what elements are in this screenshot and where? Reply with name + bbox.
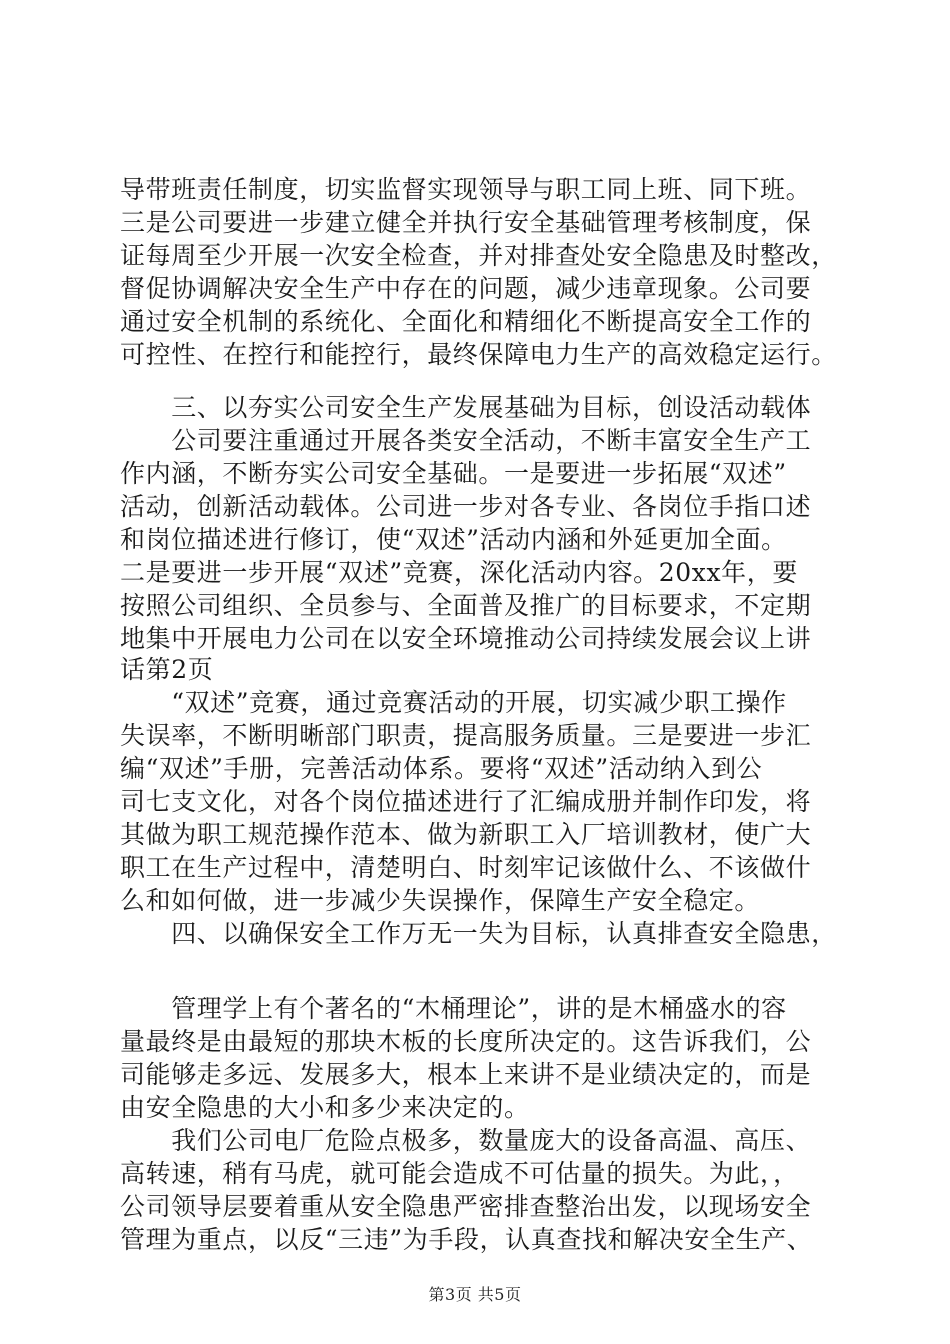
text-line: 督促协调解决安全生产中存在的问题，减少违章现象。公司要 [120,274,812,303]
text-line: 高转速，稍有马虎，就可能会造成不可估量的损失。为此，， [120,1159,799,1188]
text-line: 话第2页 [120,655,214,684]
text-line: 由安全隐患的大小和多少来决定的。 [120,1093,530,1122]
text-line: 三是公司要进一步建立健全并执行安全基础管理考核制度，保 [120,208,812,237]
text-line: 失误率，不断明晰部门职责，提高服务质量。三是要进一步汇 [120,721,812,750]
text-line: 作内涵，不断夯实公司安全基础。一是要进一步拓展“双述” [120,459,787,488]
text-line: 量最终是由最短的那块木板的长度所决定的。这告诉我们，公 [120,1027,812,1056]
text-line: 么和如何做，进一步减少失误操作，保障生产安全稳定。 [120,886,761,915]
text-line: 二是要进一步开展“双述”竞赛，深化活动内容。20xx年，要 [120,558,798,587]
text-line: 司能够走多远、发展多大，根本上来讲不是业绩决定的，而是 [120,1060,812,1089]
text-line: 证每周至少开展一次安全检查，并对排查处安全隐患及时整改， [120,241,837,270]
text-line: 和岗位描述进行修订，使“双述”活动内涵和外延更加全面。 [120,525,787,554]
text-line: 我们公司电厂危险点极多，数量庞大的设备高温、高压、 [120,1126,812,1155]
text-line: 管理学上有个著名的“木桶理论”，讲的是木桶盛水的容 [120,994,787,1023]
text-line: 通过安全机制的系统化、全面化和精细化不断提高安全工作的 [120,307,812,336]
text-line: 编“双述”手册，完善活动体系。要将“双述”活动纳入到公 [120,754,763,783]
text-line: 职工在生产过程中，清楚明白、时刻牢记该做什么、不该做什 [120,853,812,882]
text-line: 活动，创新活动载体。公司进一步对各专业、各岗位手指口述 [120,492,812,521]
text-line: 可控性、在控行和能控行，最终保障电力生产的高效稳定运行。 [120,340,837,369]
section-heading: 三、以夯实公司安全生产发展基础为目标，创设活动载体 [120,393,812,422]
text-line: 按照公司组织、全员参与、全面普及推广的目标要求，不定期 [120,591,812,620]
page-number: 第3页 共5页 [428,1285,522,1304]
text-line: 地集中开展电力公司在以安全环境推动公司持续发展会议上讲 [120,624,812,653]
text-line: 其做为职工规范操作范本、做为新职工入厂培训教材，使广大 [120,820,812,849]
text-line: “双述”竞赛，通过竞赛活动的开展，切实减少职工操作 [120,688,787,717]
text-line: 公司要注重通过开展各类安全活动，不断丰富安全生产工 [120,426,812,455]
section-heading: 四、以确保安全工作万无一失为目标，认真排查安全隐患， [120,919,837,948]
text-line: 公司领导层要着重从安全隐患严密排查整治出发，以现场安全 [120,1192,812,1221]
text-line: 司七支文化，对各个岗位描述进行了汇编成册并制作印发，将 [120,787,812,816]
text-line: 导带班责任制度，切实监督实现领导与职工同上班、同下班。 [120,175,812,204]
text-line: 管理为重点，以反“三违”为手段，认真查找和解决安全生产、 [120,1225,813,1254]
